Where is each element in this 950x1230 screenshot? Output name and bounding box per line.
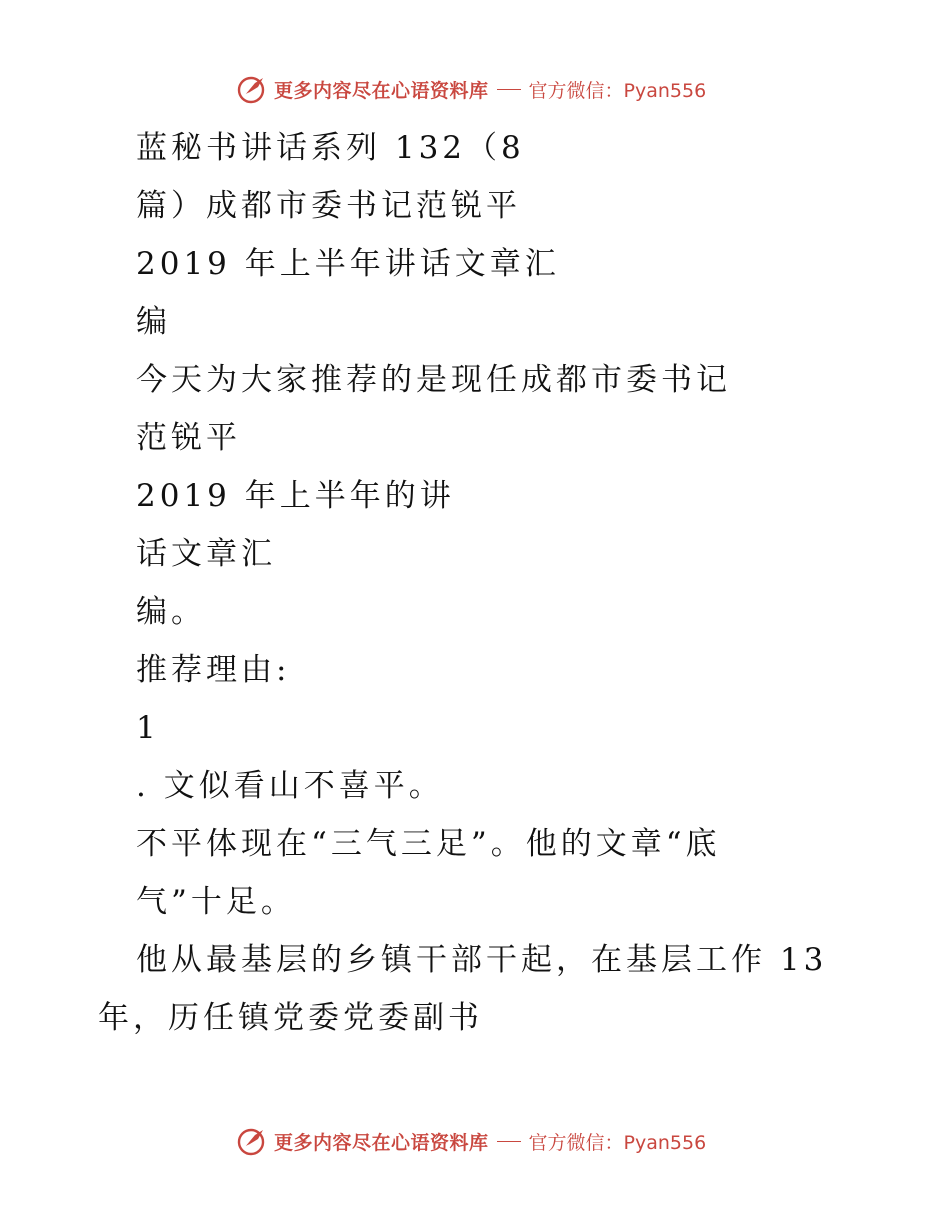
body-line-14: 气”十足。 [136,884,296,920]
watermark-main-text: 更多内容尽在心语资料库 [274,79,489,102]
body-line-6: 范锐平 [136,420,241,456]
body-line-15: 他从最基层的乡镇干部干起，在基层工作 13 [136,942,828,978]
body-line-10: 推荐理由: [136,652,291,688]
body-line-8: 话文章汇 [136,536,276,572]
body-line-3: 2019 年上半年讲话文章汇 [136,246,560,282]
body-line-11: 1 [136,710,160,746]
body-line-16: 年，历任镇党委党委副书 [98,1000,483,1036]
watermark-footer [236,1124,706,1158]
body-line-13: 不平体现在“三气三足”。他的文章“底 [136,826,721,862]
watermark-header [236,72,706,106]
watermark-main-text: 更多内容尽在心语资料库 [274,1131,489,1154]
body-line-9: 编。 [136,594,206,630]
quill-logo-icon [236,73,268,105]
body-line-2: 篇）成都市委书记范锐平 [136,188,521,224]
watermark-sub-text: 官方微信：Pyan556 [528,1131,707,1154]
body-line-12: . 文似看山不喜平。 [136,768,444,804]
watermark-sub-text: 官方微信：Pyan556 [528,79,707,102]
body-line-5: 今天为大家推荐的是现任成都市委书记 [136,362,731,398]
watermark-dash [497,1141,521,1142]
body-line-1: 蓝秘书讲话系列 132（8 [136,130,525,166]
body-line-7: 2019 年上半年的讲 [136,478,455,514]
body-line-4: 编 [136,304,171,340]
quill-logo-icon [236,1125,268,1157]
watermark-dash [497,89,521,90]
